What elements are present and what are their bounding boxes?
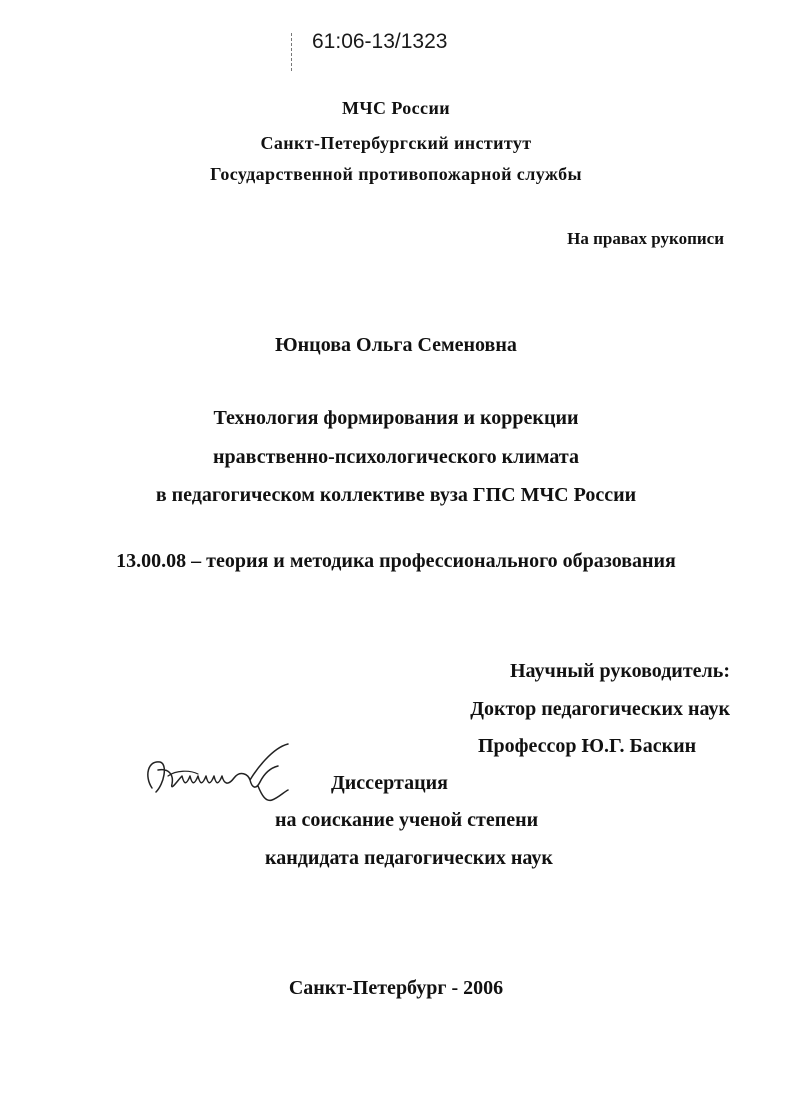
manuscript-rights-note: На правах рукописи — [567, 229, 724, 248]
stamp-margin-mark — [291, 33, 293, 71]
thesis-title-line-1: Технология формирования и коррекции — [213, 407, 579, 429]
city-year: Санкт-Петербург - 2006 — [288, 977, 504, 999]
handwritten-signature-icon — [138, 740, 310, 810]
degree-name-line: кандидата педагогических наук — [265, 847, 553, 869]
institution-line-3: Государственной противопожарной службы — [210, 164, 582, 184]
dissertation-label: Диссертация — [331, 772, 448, 794]
archive-stamp-number: 61:06-13/1323 — [312, 30, 448, 53]
thesis-title-line-3: в педагогическом коллективе вуза ГПС МЧС России — [155, 484, 637, 506]
institution-line-1: МЧС России — [342, 98, 450, 118]
supervisor-name: Профессор Ю.Г. Баскин — [478, 735, 697, 757]
thesis-title-line-2: нравственно-психологического климата — [213, 446, 579, 468]
author-name: Юнцова Ольга Семеновна — [275, 334, 517, 356]
degree-application-line: на соискание ученой степени — [275, 809, 539, 831]
supervisor-label: Научный руководитель: — [510, 660, 730, 682]
institution-line-2: Санкт-Петербургский институт — [260, 133, 532, 153]
specialty-code: 13.00.08 – теория и методика профессионального образования — [116, 550, 676, 572]
supervisor-degree: Доктор педагогических наук — [470, 698, 730, 720]
